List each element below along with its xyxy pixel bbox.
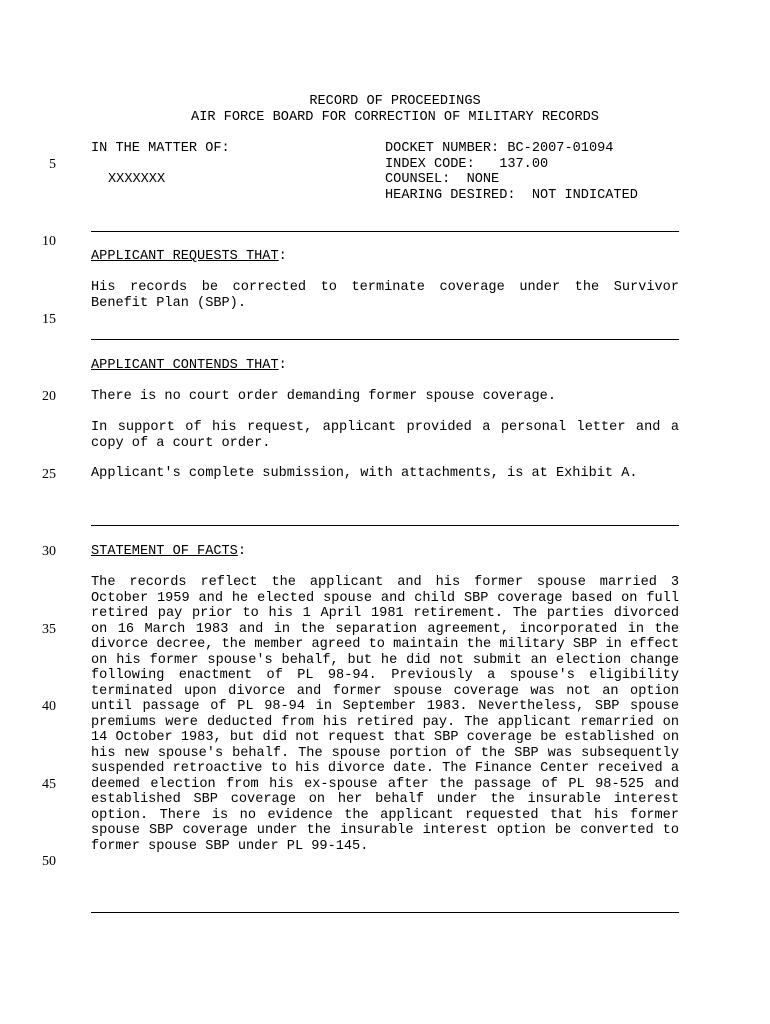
document-subtitle: AIR FORCE BOARD FOR CORRECTION OF MILITARY RECORDS	[191, 109, 599, 125]
index-code: INDEX CODE: 137.00	[385, 156, 549, 172]
line-number: 25	[42, 467, 56, 482]
section-divider	[91, 525, 679, 526]
applicant-name: XXXXXXX	[108, 172, 166, 187]
counsel: COUNSEL: NONE	[385, 172, 500, 187]
contends-colon: :	[278, 358, 287, 373]
contends-paragraph-3: Applicant's complete submission, with attachments, is at Exhibit A.	[91, 466, 638, 481]
requests-colon: :	[278, 249, 287, 264]
hearing-desired: HEARING DESIRED: NOT INDICATED	[385, 187, 638, 203]
line-number: 10	[42, 234, 56, 249]
line-number: 50	[42, 854, 56, 869]
line-number: 5	[49, 157, 56, 172]
contends-heading: APPLICANT CONTENDS THAT	[91, 358, 279, 373]
matter-label: IN THE MATTER OF:	[91, 141, 230, 156]
line-number: 35	[42, 622, 56, 637]
facts-colon: :	[237, 544, 247, 559]
line-number: 20	[42, 389, 56, 404]
line-number: 45	[42, 777, 56, 792]
facts-text: The records reflect the applicant and his former spouse married 3 October 1959 and he elected spouse and child SBP coverage based on full retired pay prior to his 1 April 1981 retirement. The parties divorced on 16 March 1983 and in the separation agreement, incorporated in the divorce decree, the member agreed to maintain the military SBP in effect on his former spouse's behalf, but he did not submit an election change following enactment of PL 98-94. Previously a spouse's eligibility terminated upon divorce and former spouse coverage was not an option until passage of PL 98-94 in September 1983. Nevertheless, SBP spouse premiums were deducted from his retired pay. The applicant remarried on 14 October 1983, but did not request that SBP coverage be established on his new spouse's behalf. The spouse portion of the SBP was subsequently suspended retroactive to his divorce date. The Finance Center received a deemed election from his ex-spouse after the passage of PL 98-525 and established SBP coverage on her behalf under the insurable interest option. There is no evidence the applicant requested that his former spouse SBP coverage under the insurable interest option be converted to former spouse SBP under PL 99-145.	[91, 575, 679, 854]
line-number: 40	[42, 699, 56, 714]
document-title: RECORD OF PROCEEDINGS	[309, 94, 481, 109]
requests-text: His records be corrected to terminate coverage under the Survivor Benefit Plan (SBP).	[91, 280, 679, 311]
contends-heading-line	[91, 358, 287, 374]
contends-paragraph-1: There is no court order demanding former spouse coverage.	[91, 389, 556, 404]
facts-heading: STATEMENT OF FACTS	[91, 544, 238, 559]
line-number: 30	[42, 544, 56, 559]
requests-heading: APPLICANT REQUESTS THAT	[91, 249, 279, 264]
section-divider	[91, 912, 679, 913]
line-number: 15	[42, 312, 56, 327]
facts-heading-line	[91, 544, 246, 560]
requests-heading-line	[91, 249, 287, 265]
docket-number: DOCKET NUMBER: BC-2007-01094	[385, 141, 614, 156]
section-divider	[91, 231, 679, 232]
contends-paragraph-2: In support of his request, applicant provided a personal letter and a copy of a court order.	[91, 420, 679, 451]
section-divider	[91, 339, 679, 340]
